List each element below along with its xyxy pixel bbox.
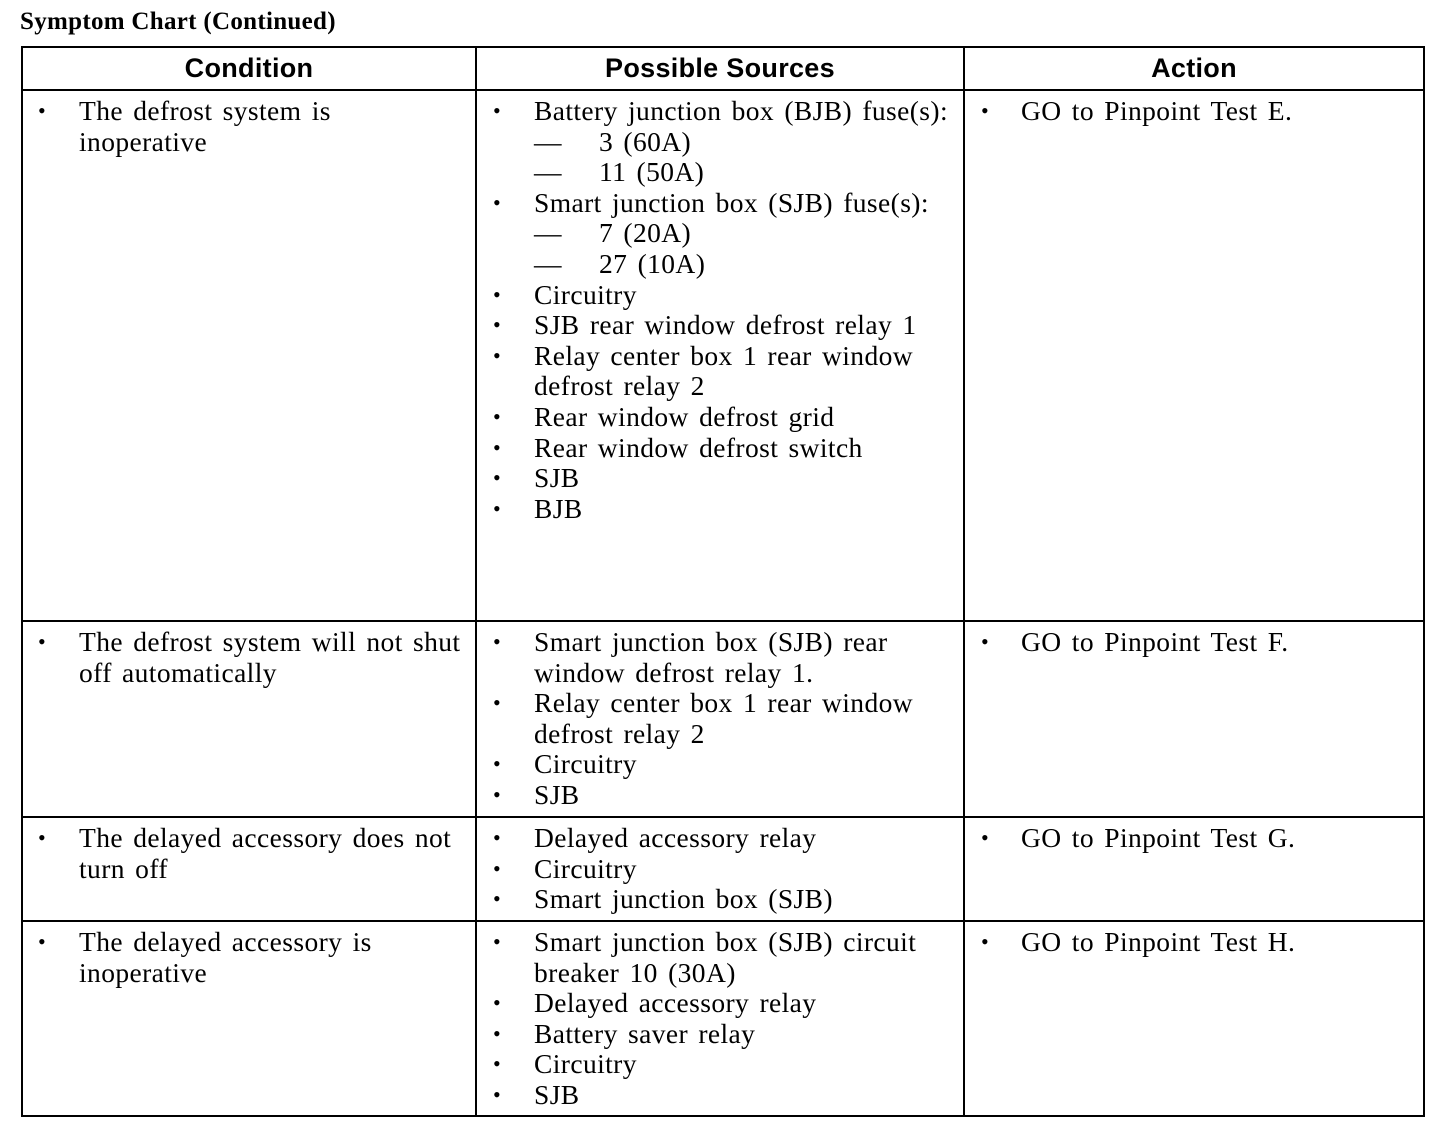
bullet-marker: • (493, 825, 502, 850)
condition-cell (22, 921, 476, 1116)
header-possible-sources: Possible Sources (476, 47, 964, 90)
source-text: Battery saver relay (534, 1017, 756, 1049)
dash-marker: — (534, 217, 562, 249)
bullet-marker: • (493, 781, 502, 807)
source-text: SJB (534, 1078, 580, 1110)
action-text: GO to Pinpoint Test F. (1021, 626, 1289, 657)
source-text: Circuitry (534, 1048, 637, 1080)
bullet-marker: • (493, 886, 502, 912)
action-item (965, 627, 1423, 658)
action-cell (964, 817, 1424, 921)
source-text: Battery junction box (BJB) fuse(s): (534, 95, 948, 126)
source-text: SJB (534, 462, 580, 494)
bullet-marker: • (493, 990, 502, 1016)
condition-cell (22, 817, 476, 921)
condition-item (23, 927, 475, 988)
source-item (477, 780, 963, 811)
bullet-marker: • (493, 751, 502, 777)
source-text: Relay center box 1 rear window defrost relay 2 (534, 339, 914, 402)
table-row (22, 90, 1424, 621)
table-row (22, 621, 1424, 817)
condition-text: The defrost system is inoperative (79, 95, 331, 157)
table-header-row (22, 47, 1424, 90)
bullet-marker: • (493, 281, 502, 307)
source-item (477, 749, 963, 780)
source-item (477, 463, 963, 494)
source-text: SJB rear window defrost relay 1 (534, 309, 917, 341)
possible-sources-cell (476, 90, 964, 621)
source-text: Rear window defrost switch (534, 431, 863, 463)
source-text: Circuitry (534, 748, 637, 780)
bullet-marker: • (38, 629, 47, 654)
source-item (477, 927, 963, 988)
condition-text: The defrost system will not shut off automatically (79, 626, 461, 688)
source-text: Smart junction box (SJB) (534, 883, 833, 915)
bullet-marker: • (493, 342, 502, 368)
source-item (477, 884, 963, 915)
bullet-marker: • (493, 312, 502, 338)
source-text: SJB (534, 778, 580, 810)
source-sub-text: 3 (60A) (599, 125, 692, 157)
table-row (22, 921, 1424, 1116)
source-item (477, 402, 963, 433)
bullet-marker: • (981, 825, 990, 850)
source-text: Circuitry (534, 278, 637, 310)
source-item (477, 310, 963, 341)
bullet-marker: • (493, 98, 502, 123)
bullet-marker: • (493, 403, 502, 429)
source-sub-item (477, 249, 963, 280)
condition-text: The delayed accessory does not turn off (79, 822, 452, 884)
condition-cell (22, 90, 476, 621)
source-sub-item (477, 157, 963, 188)
bullet-marker: • (493, 1081, 502, 1107)
bullet-marker: • (493, 929, 502, 954)
bullet-marker: • (981, 98, 990, 123)
source-text: Circuitry (534, 852, 637, 884)
table-row (22, 817, 1424, 921)
source-item (477, 627, 963, 688)
source-item (477, 1080, 963, 1111)
action-item (965, 927, 1423, 958)
source-item (477, 341, 963, 402)
action-text: GO to Pinpoint Test E. (1021, 95, 1293, 126)
possible-sources-cell (476, 921, 964, 1116)
possible-sources-cell (476, 621, 964, 817)
source-text: Smart junction box (SJB) fuse(s): (534, 186, 929, 218)
source-item (477, 280, 963, 311)
bullet-marker: • (493, 629, 502, 654)
possible-sources-cell (476, 817, 964, 921)
bullet-marker: • (981, 629, 990, 654)
bullet-marker: • (493, 189, 502, 215)
bullet-marker: • (493, 465, 502, 491)
bullet-marker: • (38, 929, 47, 954)
source-text: BJB (534, 492, 583, 524)
dash-marker: — (534, 156, 562, 188)
bullet-marker: • (493, 1020, 502, 1046)
bullet-marker: • (493, 495, 502, 521)
condition-cell (22, 621, 476, 817)
bullet-marker: • (981, 929, 990, 954)
action-text: GO to Pinpoint Test H. (1021, 926, 1296, 957)
condition-item (23, 96, 475, 157)
action-cell (964, 621, 1424, 817)
action-cell (964, 921, 1424, 1116)
condition-text: The delayed accessory is inoperative (79, 926, 372, 988)
bullet-marker: • (38, 825, 47, 850)
source-text: Relay center box 1 rear window defrost relay 2 (534, 687, 914, 749)
source-sub-item (477, 218, 963, 249)
action-item (965, 96, 1423, 127)
source-sub-text: 27 (10A) (599, 247, 706, 279)
symptom-table (21, 46, 1425, 1117)
source-item (477, 188, 963, 219)
condition-item (23, 627, 475, 688)
dash-marker: — (534, 247, 562, 279)
source-text: Smart junction box (SJB) rear window defrost relay 1. (534, 626, 888, 688)
source-sub-item (477, 127, 963, 158)
source-item (477, 433, 963, 464)
bullet-marker: • (493, 855, 502, 881)
action-text: GO to Pinpoint Test G. (1021, 822, 1296, 853)
header-condition: Condition (22, 47, 476, 90)
source-item (477, 988, 963, 1019)
source-item (477, 1049, 963, 1080)
source-sub-text: 11 (50A) (599, 156, 705, 188)
action-item (965, 823, 1423, 854)
bullet-marker: • (493, 434, 502, 460)
source-sub-text: 7 (20A) (599, 217, 692, 249)
header-action: Action (964, 47, 1424, 90)
action-cell (964, 90, 1424, 621)
dash-marker: — (534, 125, 562, 157)
source-text: Delayed accessory relay (534, 822, 817, 853)
source-item (477, 854, 963, 885)
source-item (477, 688, 963, 749)
condition-item (23, 823, 475, 884)
table-body (22, 90, 1424, 1116)
source-text: Rear window defrost grid (534, 400, 835, 432)
bullet-marker: • (38, 98, 47, 123)
source-text: Smart junction box (SJB) circuit breaker 10 (30A) (534, 926, 917, 988)
page-title: Symptom Chart (Continued) (20, 8, 336, 35)
source-text: Delayed accessory relay (534, 987, 817, 1019)
source-item (477, 494, 963, 525)
source-item (477, 96, 963, 127)
bullet-marker: • (493, 690, 502, 716)
bullet-marker: • (493, 1051, 502, 1077)
source-item (477, 1019, 963, 1050)
source-item (477, 823, 963, 854)
